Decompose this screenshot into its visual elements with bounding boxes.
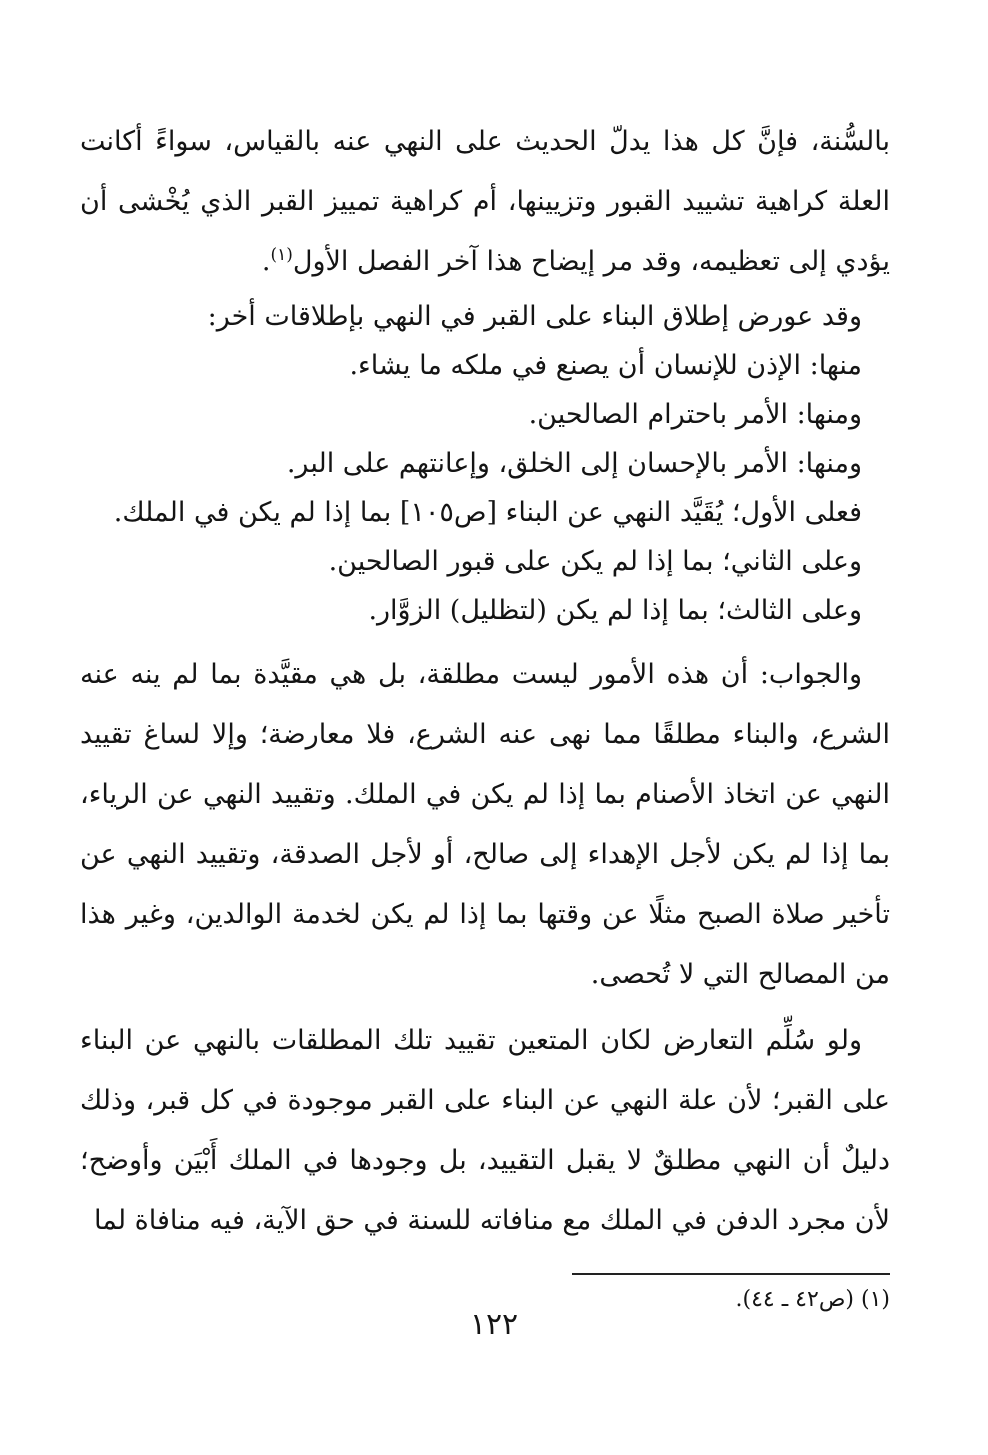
paragraph-1-end: .	[261, 246, 271, 277]
paragraph-conclusion: ولو سُلِّم التعارض لكان المتعين تقييد تلك المطلقات بالنهي عن البناء على القبر؛ لأن علة النهي عن البناء على القبر موجودة في كل قبر، وذلك دليلٌ أن النهي مطلقٌ لا يقبل التقييد، بل وجودها في الملك أَبْيَن وأوضح؛ لأن مجرد الدفن في الملك مع منافاته للسنة في حق الآية، فيه منافاة لما	[80, 1025, 890, 1236]
paragraph-1-line-3: إلى تعظيمه، وقد مر إيضاح هذا آخر الفصل الأول	[292, 246, 827, 277]
page-number: ١٢٢	[469, 1307, 519, 1342]
list-item: وقد عورض إطلاق البناء على القبر في النهي بإطلاقات أخر:	[207, 301, 862, 332]
objections-list-block	[80, 292, 890, 635]
page-body	[80, 112, 890, 1317]
paragraph-1-line-1: بالسُّنة، فإنَّ كل هذا يدلّ الحديث على النهي عنه بالقياس، سواءً أكانت العلة	[80, 126, 890, 217]
list-item: وعلى الثالث؛ بما إذا لم يكن (لتظليل) الزوَّار.	[368, 595, 862, 626]
paragraph-1	[80, 112, 890, 292]
list-item: فعلى الأول؛ يُقَيَّد النهي عن البناء [ص١٠٥] بما إذا لم يكن في الملك.	[113, 497, 862, 528]
footnote: (١) (ص٤٢ ـ ٤٤).	[735, 1287, 890, 1312]
list-item: منها: الإذن للإنسان أن يصنع في ملكه ما يشاء.	[349, 350, 862, 381]
list-item: وعلى الثاني؛ بما إذا لم يكن على قبور الصالحين.	[328, 546, 862, 577]
footnote-reference[interactable]: (١)	[270, 245, 293, 265]
objections-list	[80, 292, 890, 635]
list-item: ومنها: الأمر باحترام الصالحين.	[528, 399, 862, 430]
paragraph-1-line-2: كراهية تشييد القبور وتزيينها، أم كراهية تمييز القبر الذي يُخْشى أن يؤدي	[80, 186, 890, 277]
list-item: ومنها: الأمر بالإحسان إلى الخلق، وإعانتهم على البر.	[286, 448, 862, 479]
paragraph-answer: والجواب: أن هذه الأمور ليست مطلقة، بل هي مقيَّدة بما لم ينه عنه الشرع، والبناء مطلقًا مما نهى عنه الشرع، فلا معارضة؛ وإلا لساغ تقييد النهي عن اتخاذ الأصنام بما إذا لم يكن في الملك. وتقييد النهي عن الرياء، بما إذا لم يكن لأجل الإهداء إلى صالح، أو لأجل الصدقة، وتقييد النهي عن تأخير صلاة الصبح مثلًا عن وقتها بما إذا لم يكن لخدمة الوالدين، وغير هذا من المصالح التي لا تُحصى.	[80, 659, 890, 990]
footnote-divider	[572, 1273, 890, 1275]
